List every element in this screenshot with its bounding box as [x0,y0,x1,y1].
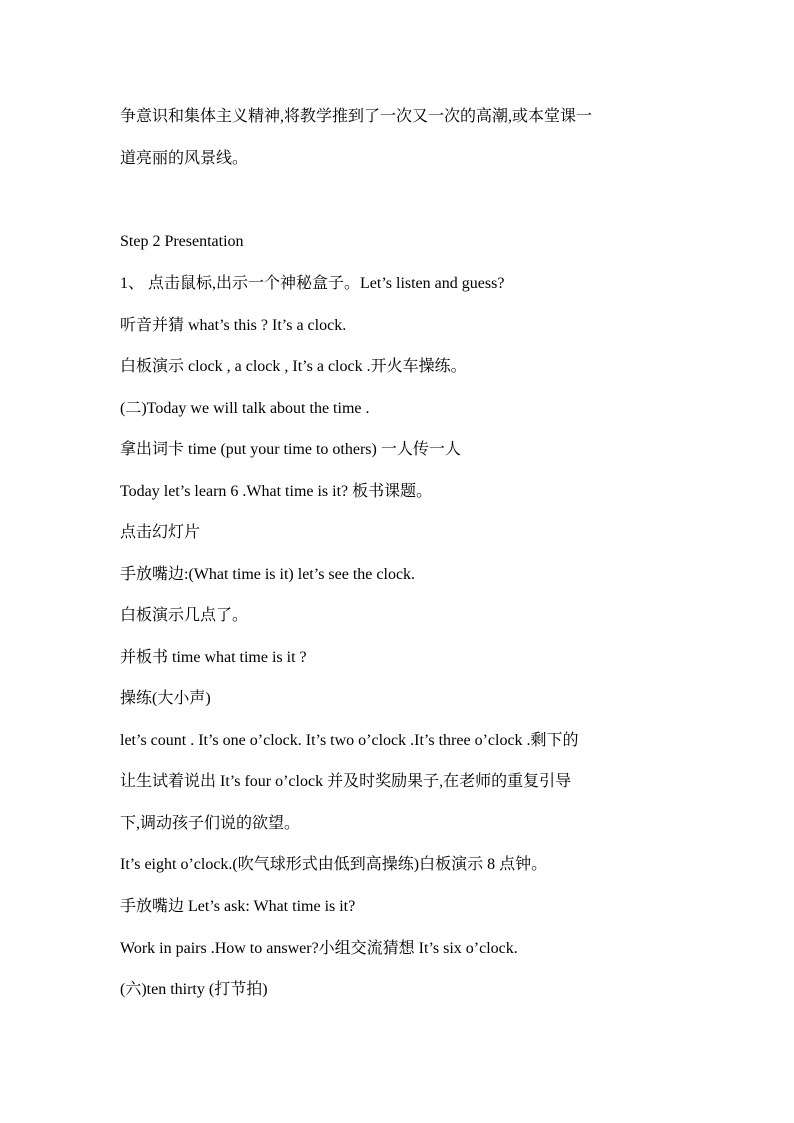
paragraph-line: (二)Today we will talk about the time . [120,400,370,417]
paragraph-line: 听音并猜 what’s this ? It’s a clock. [120,317,347,334]
paragraph-line: 白板演示 clock , a clock , It’s a clock .开火车操练。 [120,358,467,375]
paragraph-line: let’s count . It’s one o’clock. It’s two o’clock .It’s three o’clock .剩下的 [120,732,579,749]
paragraph-line: 1、 点击鼠标,出示一个神秘盒子。Let’s listen and guess? [120,275,505,292]
paragraph-line: 白板演示几点了。 [120,607,249,624]
paragraph-line: 让生试着说出 It’s four o’clock 并及时奖励果子,在老师的重复引导 [120,773,572,790]
paragraph-line: It’s eight o’clock.(吹气球形式由低到高操练)白板演示 8 点钟。 [120,856,548,873]
paragraph-line: 手放嘴边 Let’s ask: What time is it? [120,898,356,915]
paragraph-line: 道亮丽的风景线。 [120,150,249,167]
section-heading: Step 2 Presentation [120,233,244,250]
paragraph-line: 手放嘴边:(What time is it) let’s see the clock. [120,566,416,583]
paragraph-line: (六)ten thirty (打节拍) [120,981,268,998]
paragraph-line: Work in pairs .How to answer?小组交流猜想 It’s six o’clock. [120,940,518,957]
paragraph-line: 争意识和集体主义精神,将教学推到了一次又一次的高潮,或本堂课一 [120,108,593,125]
paragraph-line: 下,调动孩子们说的欲望。 [120,815,301,832]
paragraph-line: Today let’s learn 6 .What time is it? 板书课题。 [120,483,433,500]
paragraph-line: 点击幻灯片 [120,524,201,541]
paragraph-line: 操练(大小声) [120,690,211,707]
paragraph-line: 并板书 time what time is it ? [120,649,307,666]
paragraph-line: 拿出词卡 time (put your time to others) 一人传一人 [120,441,461,458]
